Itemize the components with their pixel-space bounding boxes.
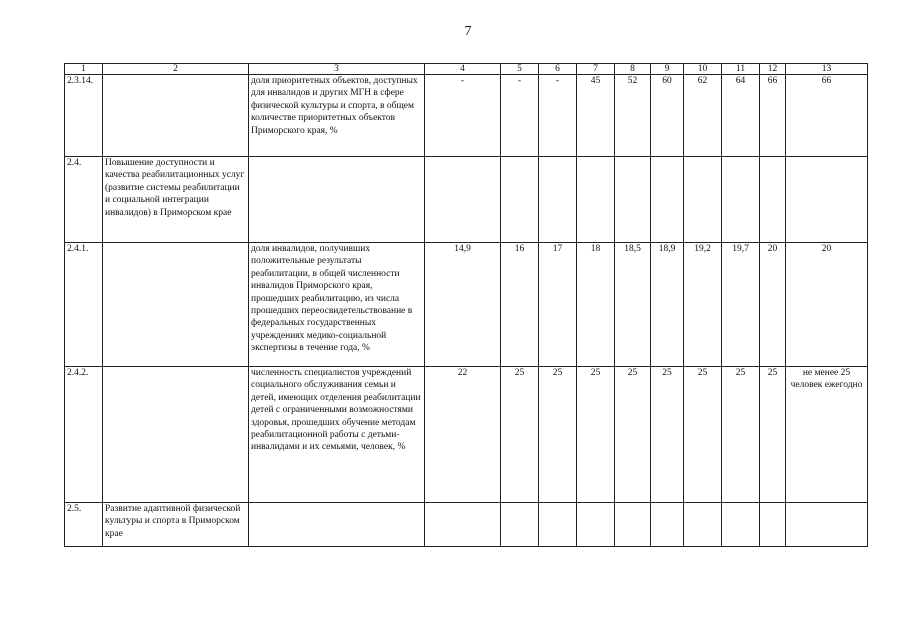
value-cell: 20	[786, 243, 868, 367]
value-cell	[760, 503, 786, 547]
table-row	[65, 157, 868, 243]
value-cell: 52	[615, 75, 651, 157]
value-cell	[615, 503, 651, 547]
row-number: 2.4.	[65, 157, 103, 243]
value-cell	[615, 157, 651, 243]
value-cell: -	[425, 75, 501, 157]
value-cell: 17	[539, 243, 577, 367]
task-cell: Развитие адаптивной физической культуры и спорта в Приморском крае	[103, 503, 249, 547]
column-header: 7	[577, 64, 615, 75]
value-cell: 18,5	[615, 243, 651, 367]
value-cell: 14,9	[425, 243, 501, 367]
value-cell: 22	[425, 367, 501, 503]
value-cell: 25	[760, 367, 786, 503]
value-cell: 66	[760, 75, 786, 157]
value-cell: -	[501, 75, 539, 157]
column-header: 5	[501, 64, 539, 75]
value-cell: 19,2	[684, 243, 722, 367]
value-cell	[760, 157, 786, 243]
task-cell	[103, 75, 249, 157]
value-cell	[501, 157, 539, 243]
value-cell	[722, 157, 760, 243]
row-number: 2.4.1.	[65, 243, 103, 367]
value-cell	[577, 157, 615, 243]
indicator-cell: численность специалистов учреждений социального обслуживания семьи и детей, имеющих отделения реабилитации детей с ограниченными возможностями здоровья, прошедших обучение методам реабилитационной работы с детьми-инвалидами и их семьями, человек, %	[249, 367, 425, 503]
task-cell	[103, 367, 249, 503]
column-header: 12	[760, 64, 786, 75]
value-cell	[722, 503, 760, 547]
table-row	[65, 75, 868, 157]
value-cell: 25	[615, 367, 651, 503]
column-header: 8	[615, 64, 651, 75]
value-cell: 19,7	[722, 243, 760, 367]
value-cell: 60	[651, 75, 684, 157]
value-cell: -	[539, 75, 577, 157]
indicator-cell: доля инвалидов, получивших положительные результаты реабилитации, в общей численности инвалидов Приморского края, прошедших реабилитацию, из числа прошедших переосвидетельствование в федеральных государственных учреждениях медико-социальной экспертизы в течение года, %	[249, 243, 425, 367]
task-cell	[103, 243, 249, 367]
value-cell: 18	[577, 243, 615, 367]
column-header: 4	[425, 64, 501, 75]
value-cell	[539, 157, 577, 243]
table-row	[65, 243, 868, 367]
value-cell: 66	[786, 75, 868, 157]
indicators-table	[64, 63, 868, 547]
value-cell	[425, 157, 501, 243]
value-cell	[684, 157, 722, 243]
value-cell: 16	[501, 243, 539, 367]
task-cell: Повышение доступности и качества реабилитационных услуг (развитие системы реабилитации и социальной интеграции инвалидов) в Приморском крае	[103, 157, 249, 243]
value-cell	[501, 503, 539, 547]
column-header: 11	[722, 64, 760, 75]
table-row	[65, 503, 868, 547]
column-header: 1	[65, 64, 103, 75]
value-cell	[425, 503, 501, 547]
value-cell: 20	[760, 243, 786, 367]
value-cell	[539, 503, 577, 547]
value-cell: 25	[722, 367, 760, 503]
indicator-cell: доля приоритетных объектов, доступных для инвалидов и других МГН в сфере физической культуры и спорта, в общем количестве приоритетных объектов Приморского края, %	[249, 75, 425, 157]
page-number: 7	[464, 24, 472, 39]
value-cell: 45	[577, 75, 615, 157]
value-cell	[577, 503, 615, 547]
row-number: 2.4.2.	[65, 367, 103, 503]
row-number: 2.3.14.	[65, 75, 103, 157]
value-cell: 18,9	[651, 243, 684, 367]
indicator-cell	[249, 157, 425, 243]
value-cell: 25	[651, 367, 684, 503]
row-number: 2.5.	[65, 503, 103, 547]
column-header: 6	[539, 64, 577, 75]
value-cell	[651, 157, 684, 243]
column-header: 2	[103, 64, 249, 75]
value-cell	[786, 503, 868, 547]
value-cell: 25	[577, 367, 615, 503]
column-header: 9	[651, 64, 684, 75]
value-cell: не менее 25 человек ежегодно	[786, 367, 868, 503]
value-cell: 64	[722, 75, 760, 157]
column-header: 10	[684, 64, 722, 75]
value-cell: 62	[684, 75, 722, 157]
indicator-cell	[249, 503, 425, 547]
column-header: 13	[786, 64, 868, 75]
value-cell	[651, 503, 684, 547]
header-row	[65, 64, 868, 75]
value-cell: 25	[684, 367, 722, 503]
value-cell	[786, 157, 868, 243]
table-row	[65, 367, 868, 503]
column-header: 3	[249, 64, 425, 75]
value-cell: 25	[539, 367, 577, 503]
value-cell: 25	[501, 367, 539, 503]
value-cell	[684, 503, 722, 547]
